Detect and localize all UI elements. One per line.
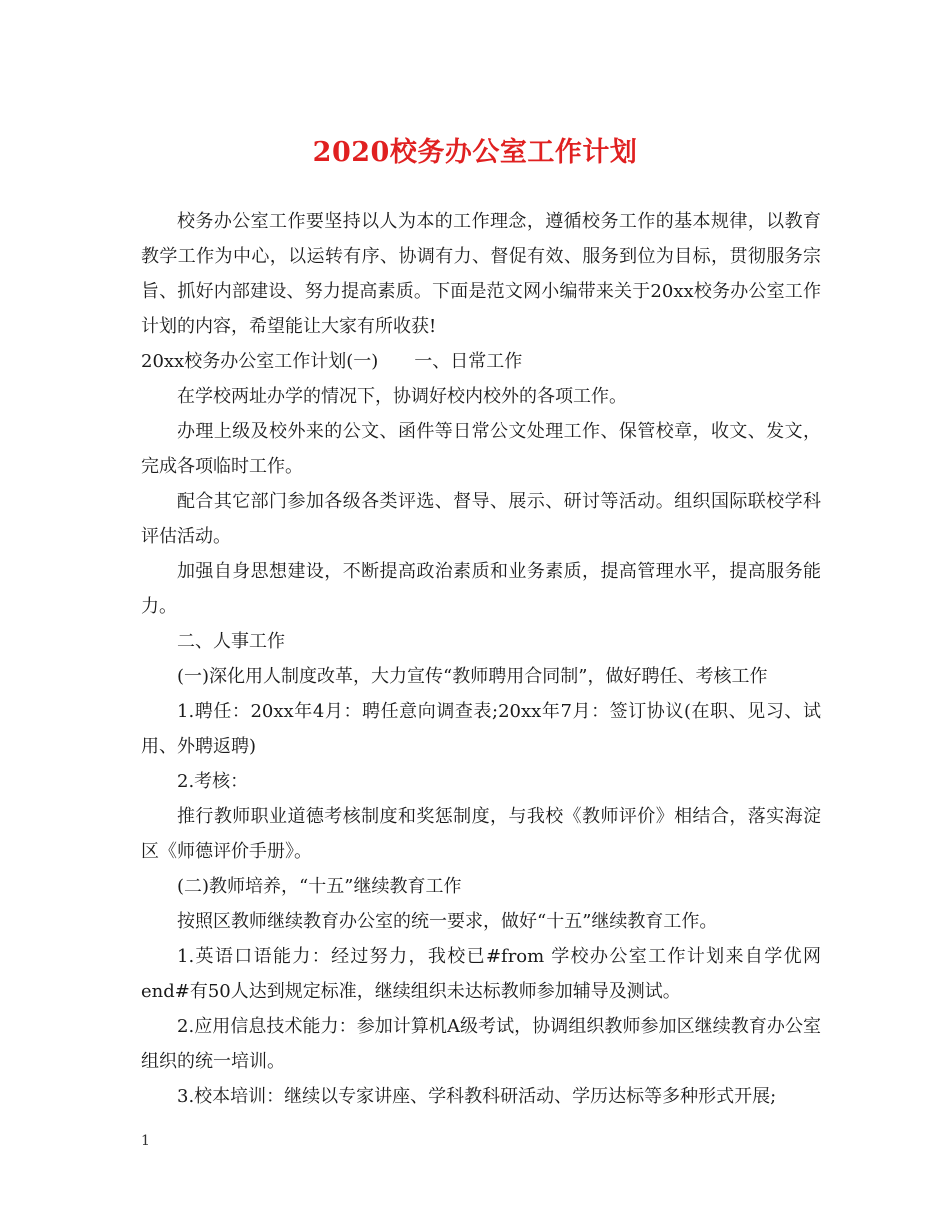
document-title: 2020校务办公室工作计划 bbox=[312, 137, 638, 168]
paragraph: 推行教师职业道德考核制度和奖惩制度，与我校《教师评价》相结合，落实海淀区《师德评价手册》。 bbox=[141, 806, 821, 862]
paragraph: 1.英语口语能力：经过努力，我校已#from 学校办公室工作计划来自学优网 end#有50人达到规定标准，继续组织未达标教师参加辅导及测试。 bbox=[141, 946, 821, 1002]
paragraph: 1.聘任：20xx年4月：聘任意向调查表;20xx年7月：签订协议(在职、见习、试用、外聘返聘) bbox=[141, 701, 821, 757]
paragraph: 2.应用信息技术能力：参加计算机A级考试，协调组织教师参加区继续教育办公室组织的统一培训。 bbox=[141, 1016, 821, 1072]
paragraph: 在学校两址办学的情况下，协调好校内校外的各项工作。 bbox=[177, 386, 627, 407]
paragraph: 办理上级及校外来的公文、函件等日常公文处理工作、保管校章，收文、发文，完成各项临时工作。 bbox=[141, 421, 821, 477]
paragraph: (一)深化用人制度改革，大力宣传“教师聘用合同制”，做好聘任、考核工作 bbox=[177, 666, 768, 687]
paragraph: 按照区教师继续教育办公室的统一要求，做好“十五”继续教育工作。 bbox=[177, 911, 718, 932]
paragraph: 3.校本培训：继续以专家讲座、学科教科研活动、学历达标等多种形式开展; bbox=[177, 1086, 777, 1107]
paragraph-intro: 校务办公室工作要坚持以人为本的工作理念，遵循校务工作的基本规律，以教育教学工作为中心，以运转有序、协调有力、督促有效、服务到位为目标，贯彻服务宗旨、抓好内部建设、努力提高素质。下面是范文网小编带来关于20xx校务办公室工作计划的内容，希望能让大家有所收获! bbox=[141, 211, 821, 337]
paragraph: (二)教师培养，“十五”继续教育工作 bbox=[177, 876, 462, 897]
paragraph: 2.考核： bbox=[177, 771, 249, 792]
document-body bbox=[141, 204, 821, 1114]
paragraph: 加强自身思想建设，不断提高政治素质和业务素质，提高管理水平，提高服务能力。 bbox=[141, 561, 821, 617]
paragraph: 配合其它部门参加各级各类评选、督导、展示、研讨等活动。组织国际联校学科评估活动。 bbox=[141, 491, 821, 547]
page-number: 1 bbox=[141, 1133, 150, 1149]
paragraph-section-heading: 20xx校务办公室工作计划(一) 一、日常工作 bbox=[141, 351, 523, 372]
paragraph-heading-personnel: 二、人事工作 bbox=[177, 631, 285, 652]
